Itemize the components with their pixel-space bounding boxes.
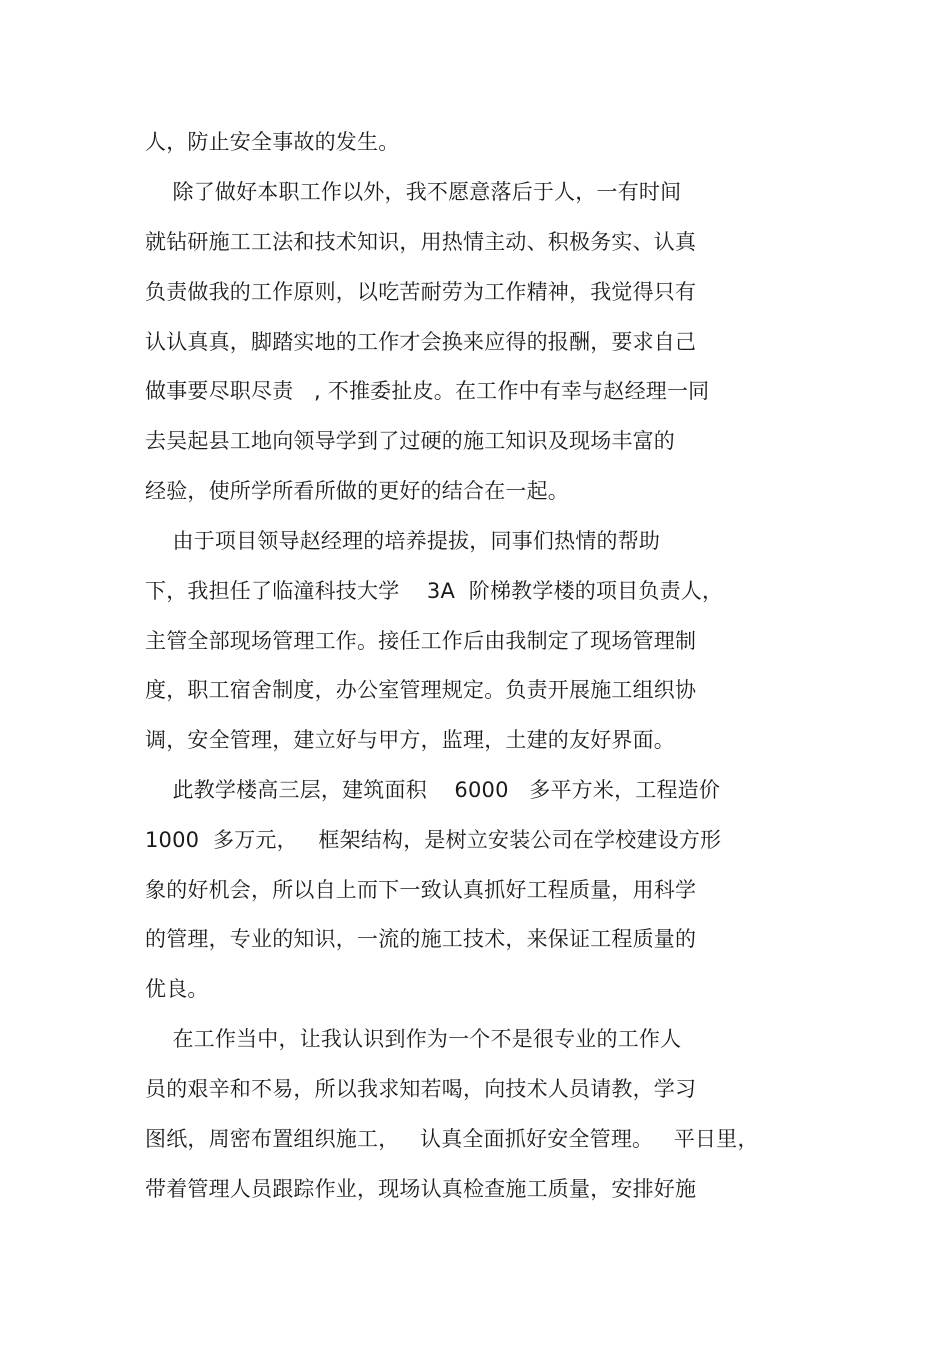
text-line: 经验，使所学所看所做的更好的结合在一起。 bbox=[145, 479, 569, 503]
text-line: 图纸，周密布置组织施工， 认真全面抓好安全管理。 平日里， bbox=[145, 1127, 759, 1151]
text-line: 下，我担任了临潼科技大学 3A 阶梯教学楼的项目负责人， bbox=[145, 579, 724, 603]
text-line: 调，安全管理，建立好与甲方，监理，土建的友好界面。 bbox=[145, 728, 675, 752]
text-line: 此教学楼高三层，建筑面积 6000 多平方米，工程造价 bbox=[145, 778, 721, 802]
text-line: 认认真真，脚踏实地的工作才会换来应得的报酬，要求自己 bbox=[145, 330, 697, 354]
text-line: 优良。 bbox=[145, 977, 209, 1001]
text-line: 的管理，专业的知识，一流的施工技术，来保证工程质量的 bbox=[145, 927, 697, 951]
text-line: 1000 多万元， 框架结构，是树立安装公司在学校建设方形 bbox=[145, 828, 722, 852]
text-line: 带着管理人员跟踪作业，现场认真检查施工质量，安排好施 bbox=[145, 1177, 697, 1201]
text-line: 除了做好本职工作以外，我不愿意落后于人，一有时间 bbox=[145, 180, 682, 204]
text-line: 象的好机会，所以自上而下一致认真抓好工程质量，用科学 bbox=[145, 878, 697, 902]
text-line: 就钻研施工工法和技术知识，用热情主动、积极务实、认真 bbox=[145, 230, 697, 254]
text-line: 负责做我的工作原则，以吃苦耐劳为工作精神，我觉得只有 bbox=[145, 280, 697, 304]
text-line: 人，防止安全事故的发生。 bbox=[145, 130, 400, 154]
text-line: 在工作当中，让我认识到作为一个不是很专业的工作人 bbox=[145, 1027, 682, 1051]
text-line: 员的艰辛和不易，所以我求知若喝，向技术人员请教，学习 bbox=[145, 1077, 697, 1101]
text-line: 由于项目领导赵经理的培养提拔，同事们热情的帮助 bbox=[145, 529, 661, 553]
text-line: 去吴起县工地向领导学到了过硬的施工知识及现场丰富的 bbox=[145, 429, 675, 453]
text-line: 度，职工宿舍制度，办公室管理规定。负责开展施工组织协 bbox=[145, 678, 697, 702]
text-line: 做事要尽职尽责 , 不推委扯皮。在工作中有幸与赵经理一同 bbox=[145, 379, 710, 403]
text-line: 主管全部现场管理工作。接任工作后由我制定了现场管理制 bbox=[145, 629, 697, 653]
